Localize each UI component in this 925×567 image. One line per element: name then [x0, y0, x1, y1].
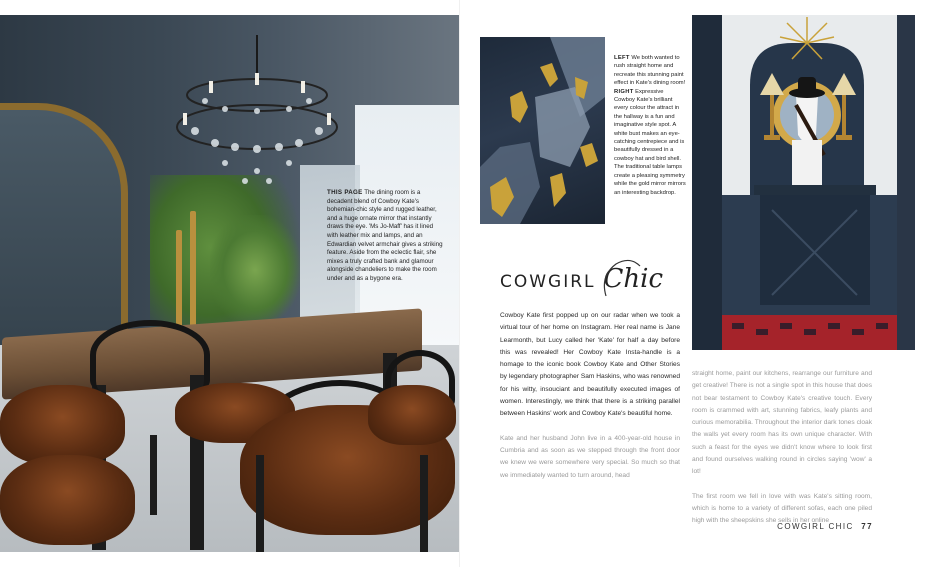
page-folio	[777, 522, 873, 531]
headline-word-cowgirl: COWGIRL	[500, 272, 596, 292]
body-paragraph-faded: The first room we fell in love with was Kate's sitting room, which is home to a variety of different sofas, each one piled high with the sheepskins she sells in her online	[692, 492, 872, 525]
abstract-painting-photo	[480, 37, 605, 224]
chair-leg	[256, 455, 264, 552]
body-paragraph-faded: Kate and her husband John live in a 400-year-old house in Cumbria and as soon as we stepped through the front door we knew we were somewhere very special. So much so that we immediately wanted to turn around, head	[500, 434, 680, 479]
art-caption	[614, 54, 686, 197]
article-headline	[500, 262, 663, 302]
painting-artwork	[480, 37, 605, 224]
body-column-2	[692, 368, 872, 540]
caption-text: The dining room is a decadent blend of Cowboy Kate's bohemian-chic style and rugged leather, and a huge ornate mirror that instantly draws the eye. 'Ms Jo-Maff' has it lined with leather mix and lamps, and an Edwardian velvet armchair gives a striking feature. Aside from the eclectic flair, she mixes a truly crafted bank and glamour alongside chandeliers to make the room under and as a bygone era.	[327, 189, 443, 282]
body-column-1	[500, 310, 680, 494]
chair-leg	[420, 455, 428, 552]
folio-section: COWGIRL CHIC	[777, 522, 854, 531]
crystal-chandelier	[165, 35, 350, 195]
caption-label: THIS PAGE	[327, 189, 363, 196]
caption-left-label: LEFT	[614, 55, 630, 61]
caption-left-text: We both wanted to rush straight home and recreate this stunning paint effect in Kate's dining room!	[614, 55, 686, 87]
page-gutter	[459, 0, 460, 567]
left-photo-caption	[327, 189, 445, 284]
wishbone-chair	[90, 320, 210, 390]
dining-room-photo	[0, 15, 459, 552]
body-paragraph: Cowboy Kate first popped up on our radar when we took a virtual tour of her home on Instagram. Her real name is Jane Learmonth, but Lucy called her 'Kate' for half a day before this was revealed! Her Cowboy Kate Insta-handle is a homage to the iconic book Cowboy Kate and Other Stories by legendary photographer Sam Haskins, who was renowned for his witty, insouciant and beautifully executed images of women. Interestingly, we think that there is a striking parallel between Haskins' work and Cowboy Kate's beautiful home.	[500, 312, 680, 418]
hallway-photo	[692, 15, 915, 350]
chair-leg	[150, 435, 157, 515]
caption-right-text: Expressive Cowboy Kate's brilliant every colour the attract in the hallway is a fun and imaginative style spot. A white bust makes an eye-catching centrepiece and is beautifully dressed in a cowboy hat and bird shell. The traditional table lamps create a pleasing symmetry while the gold mirror mirrors an interesting backdrop.	[614, 88, 686, 196]
headline-swirl-icon	[596, 256, 656, 304]
sheepskin-throw	[0, 455, 135, 545]
sheepskin-throw	[368, 385, 456, 445]
plant-foliage	[210, 215, 300, 325]
body-paragraph-faded: straight home, paint our kitchens, rearrange our furniture and get creative! There is not a single spot in this house that does not bear testament to Cowboy Kate's creative touch. Every room is crammed with art, stunning fabrics, leafy plants and curious memorabilia. Throughout the interior dark tones cloak the walls yet every room has its own unique character. With such a feast for the eyes we didn't know where to look first and found ourselves walking round in circles saying 'wow' a lot!	[692, 370, 872, 476]
headline-word-chic: Chic	[603, 264, 664, 294]
caption-right-label: RIGHT	[614, 88, 634, 95]
hallway-scene	[692, 15, 915, 350]
sheepskin-throw	[0, 385, 125, 465]
page-number: 77	[861, 522, 873, 531]
